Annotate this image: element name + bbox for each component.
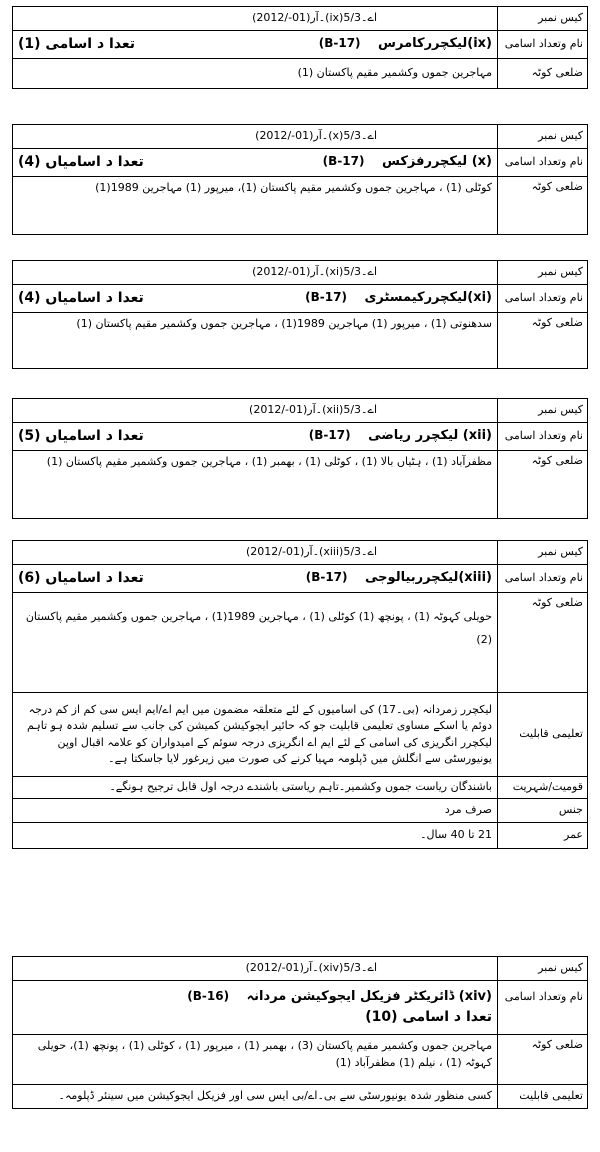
district-quota-label: ضلعی کوٹہ: [498, 1035, 588, 1085]
post-grade: (B-17): [318, 36, 361, 50]
case-no-label: کیس نمبر: [498, 7, 588, 31]
nationality-value: باشندگان ریاست جموں وکشمیر۔تاہم ریاستی باشندے درجہ اول قابل ترجیح ہونگے۔: [13, 777, 498, 799]
post-grade: (B-17): [322, 154, 365, 168]
post-count: تعدا د اسامیاں (6): [18, 570, 144, 586]
case-no-value: اے۔5/3(xiv)۔آر(01-/2012): [13, 957, 498, 981]
case-table-xiii: [12, 540, 588, 849]
qualification-value: کسی منظور شدہ یونیورسٹی سے بی۔اے/بی ایس سی اور فزیکل ایجوکیشن میں سینئر ڈپلومہ۔: [13, 1085, 498, 1109]
case-no-label: کیس نمبر: [498, 399, 588, 423]
post-cell: [13, 149, 498, 177]
case-no-value: اے۔5/3(x)۔آر(01-/2012): [13, 125, 498, 149]
post-grade: (B-16): [187, 989, 230, 1004]
age-label: عمر: [498, 823, 588, 849]
district-quota-label: ضلعی کوٹہ: [498, 313, 588, 369]
post-cell: [13, 565, 498, 593]
post-title: (xiii)لیکچرربیالوجی: [365, 570, 492, 585]
post-count: تعدا د اسامیاں (5): [18, 428, 144, 444]
district-quota-value: مہاجرین جموں وکشمیر مقیم پاکستان (3) ، بھمبر (1) ، میرپور (1) ، کوٹلی (1) ، پونچھ (1)، حویلی کہوٹہ (1) ، نیلم (1) مظفرآباد (1): [13, 1035, 498, 1085]
case-table-xiv: [12, 956, 588, 1109]
post-title: (ix)لیکچررکامرس: [378, 36, 492, 51]
post-cell: [13, 981, 498, 1035]
name-count-label: نام وتعداد اسامی: [498, 149, 588, 177]
age-value: 21 تا 40 سال۔: [13, 823, 498, 849]
nationality-label: قومیت/شہریت: [498, 777, 588, 799]
case-no-label: کیس نمبر: [498, 125, 588, 149]
post-cell: [13, 285, 498, 313]
district-quota-label: ضلعی کوٹہ: [498, 59, 588, 89]
district-quota-label: ضلعی کوٹہ: [498, 451, 588, 519]
district-quota-label: ضلعی کوٹہ: [498, 593, 588, 693]
name-count-label: نام وتعداد اسامی: [498, 565, 588, 593]
case-no-value: اے۔5/3(xii)۔آر(01-/2012): [13, 399, 498, 423]
name-count-label: نام وتعداد اسامی: [498, 981, 588, 1035]
gender-value: صرف مرد: [13, 799, 498, 823]
case-table-ix: [12, 6, 588, 89]
name-count-label: نام وتعداد اسامی: [498, 423, 588, 451]
district-quota-value: سدھنوتی (1) ، میرپور (1) مہاجرین 1989(1) ، مہاجرین جموں وکشمیر مقیم پاکستان (1): [13, 313, 498, 369]
case-no-value: اے۔5/3(xiii)۔آر(01-/2012): [13, 541, 498, 565]
district-quota-value: کوٹلی (1) ، مہاجرین جموں وکشمیر مقیم پاکستان (1)، میرپور (1) مہاجرین 1989(1): [13, 177, 498, 235]
district-quota-value: حویلی کہوٹہ (1) ، پونچھ (1) کوٹلی (1) ، مہاجرین 1989(1) ، مہاجرین جموں وکشمیر مقیم پاکستان (2): [13, 593, 498, 693]
case-no-label: کیس نمبر: [498, 541, 588, 565]
post-cell: [13, 423, 498, 451]
name-count-label: نام وتعداد اسامی: [498, 31, 588, 59]
post-title: (xiv) ڈائریکٹر فزیکل ایجوکیشن مردانہ: [246, 989, 492, 1005]
post-title: (xii) لیکچرر ریاضی: [368, 428, 492, 443]
qualification-label: تعلیمی قابلیت: [498, 693, 588, 777]
name-count-label: نام وتعداد اسامی: [498, 285, 588, 313]
post-count: تعدا د اسامیاں (4): [18, 154, 144, 170]
gender-label: جنس: [498, 799, 588, 823]
post-title: (x) لیکچررفزکس: [381, 154, 492, 169]
post-grade: (B-17): [308, 428, 351, 442]
case-table-x: [12, 124, 588, 235]
case-no-label: کیس نمبر: [498, 261, 588, 285]
case-table-xii: [12, 398, 588, 519]
district-quota-label: ضلعی کوٹہ: [498, 177, 588, 235]
district-quota-value: مظفرآباد (1) ، ہٹیاں بالا (1) ، کوٹلی (1) ، بھمبر (1) ، مہاجرین جموں وکشمیر مقیم پاکستان (1): [13, 451, 498, 519]
case-table-xi: [12, 260, 588, 369]
post-cell: [13, 31, 498, 59]
post-count: تعدا د اسامی (1): [18, 36, 136, 52]
post-grade: (B-17): [305, 570, 348, 584]
case-no-value: اے۔5/3(ix)۔آر(01-/2012): [13, 7, 498, 31]
post-count: تعدا د اسامیاں (4): [18, 290, 144, 306]
post-grade: (B-17): [305, 290, 347, 304]
case-no-value: اے۔5/3(xi)۔آر(01-/2012): [13, 261, 498, 285]
post-title: (xi)لیکچررکیمسٹری: [364, 290, 492, 305]
qualification-label: تعلیمی قابلیت: [498, 1085, 588, 1109]
case-no-label: کیس نمبر: [498, 957, 588, 981]
district-quota-value: مہاجرین جموں وکشمیر مقیم پاکستان (1): [13, 59, 498, 89]
post-count: تعدا د اسامی (10): [365, 1008, 492, 1025]
qualification-value: لیکچرر زمردانہ (بی۔17) کی اسامیوں کے لئے متعلقہ مضمون میں ایم اے/ایم ایس سی کم از کم درجہ دوئم یا اسکے مساوی تعلیمی قابلیت جو کہ حائیر ایجوکیشن کمیشن کی جانب سے تسلیم شدہ ہو تاہم لیکچرر انگریزی کی اسامی کے لئے ایم اے انگریزی درجہ سوئم کے امیدواران کو علامہ اقبال اوپن یونیورسٹی سے انگلش میں ڈپلومہ مہیا کرنے کی صورت میں زیرغور لایا جاسکتا ہے۔: [13, 693, 498, 777]
